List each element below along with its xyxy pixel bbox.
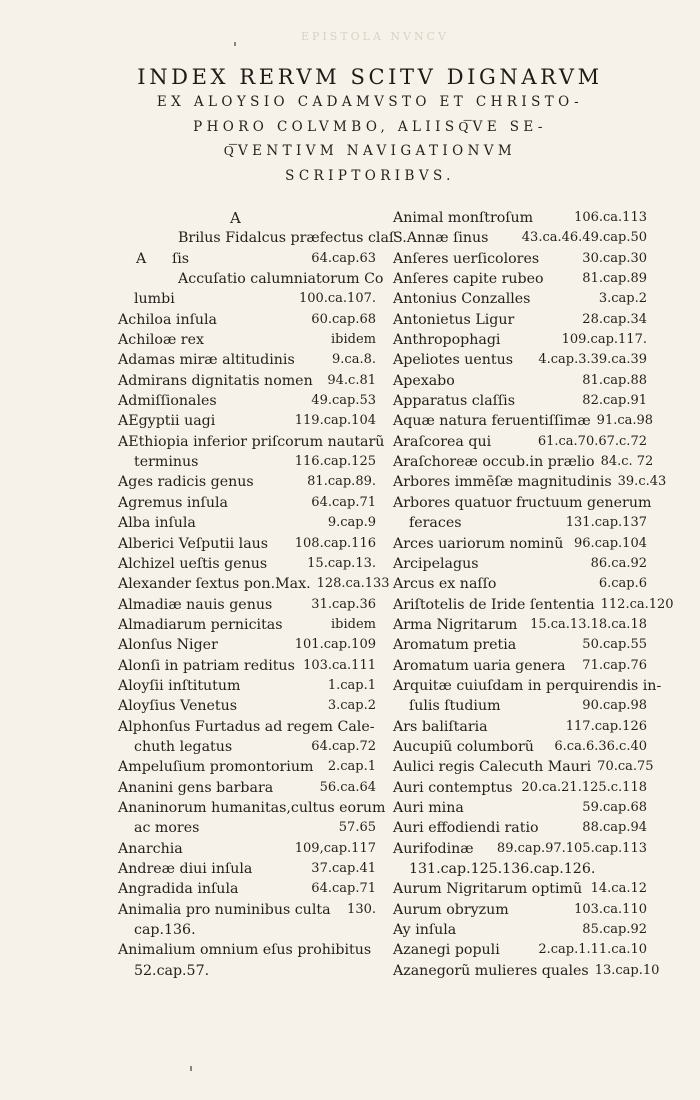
index-entry xyxy=(393,757,654,777)
index-entry-line xyxy=(118,289,376,309)
index-entry xyxy=(393,371,647,391)
entry-term: Aurum Nigritarum optimũ xyxy=(393,881,583,898)
index-entry xyxy=(118,595,376,615)
entry-term: Almadiæ nauis genus xyxy=(118,596,273,613)
entry-term: Araſchoreæ occub.in prælio xyxy=(393,454,595,471)
index-entry-line xyxy=(118,900,376,920)
entry-term: AEgyptii uagi xyxy=(118,413,216,430)
index-entry xyxy=(118,554,376,574)
index-entry xyxy=(393,289,647,309)
index-entry-line xyxy=(118,432,385,452)
initial-letter: A xyxy=(136,250,147,267)
entry-term: S.Annæ ſinus xyxy=(393,230,489,247)
entry-term: Arbores quatuor fructuum generum xyxy=(393,494,652,511)
index-entry xyxy=(393,656,647,676)
entry-term: Arma Nigritarum xyxy=(393,616,518,633)
entry-ref: 4.cap.3.39.ca.39 xyxy=(538,352,647,368)
index-entry xyxy=(118,534,376,554)
entry-term: ſis xyxy=(172,250,190,267)
index-entry xyxy=(118,574,390,594)
entry-ref: 88.cap.94 xyxy=(582,820,647,836)
entry-term: Agremus inſula xyxy=(118,494,228,511)
entry-term: Ariſtotelis de Iride ſententia xyxy=(393,596,595,613)
index-entry-line xyxy=(118,228,395,248)
entry-ref: 81.cap.89. xyxy=(307,474,376,490)
entry-ref: 9.ca.8. xyxy=(332,352,376,368)
entry-ref: 109.cap.117. xyxy=(561,332,647,348)
entry-term: Aulici regis Calecuth Mauri xyxy=(393,759,592,776)
entry-ref: 108.cap.116 xyxy=(294,535,376,551)
index-entry-line xyxy=(118,798,386,818)
entry-term: Achiloa inſula xyxy=(118,311,217,328)
entry-ref: 39.c.43 xyxy=(617,474,667,490)
entry-term: Azanegorũ mulieres quales xyxy=(393,962,589,979)
entry-ref: 61.ca.70.67.c.72 xyxy=(537,433,647,449)
index-entry xyxy=(393,534,647,554)
index-entry xyxy=(393,310,647,330)
index-entry-line xyxy=(393,676,662,696)
entry-term: terminus xyxy=(134,454,199,471)
entry-term: ac mores xyxy=(134,820,200,837)
entry-term: Ars baliſtaria xyxy=(393,718,488,735)
entry-ref: 128.ca.133 xyxy=(316,576,390,592)
index-entry xyxy=(393,717,647,737)
index-entry xyxy=(393,452,654,472)
index-entry xyxy=(118,859,376,879)
entry-term: Anarchia xyxy=(118,840,183,857)
entry-term: Ampeluſium promontorium xyxy=(118,759,314,776)
index-entry xyxy=(393,472,667,492)
index-entry xyxy=(393,879,647,899)
index-entry xyxy=(393,350,647,370)
entry-ref: ibidem xyxy=(331,616,376,632)
index-entry xyxy=(393,228,647,248)
entry-ref: 43.ca.46.49.cap.50 xyxy=(521,230,647,246)
entry-term: Admirans dignitatis nomen xyxy=(118,372,313,389)
entry-term: AEthiopia inferior priſcorum nautarũ xyxy=(118,433,385,450)
entry-term: feraces xyxy=(409,515,462,532)
entry-ref: ibidem xyxy=(331,332,376,348)
entry-term: Alonſi in patriam reditus xyxy=(118,657,295,674)
entry-ref: 109,cap.117 xyxy=(294,840,376,856)
entry-ref: 50.cap.55 xyxy=(582,637,647,653)
index-entry xyxy=(118,513,376,533)
entry-ref: 20.ca.21.125.c.118 xyxy=(521,779,647,795)
entry-ref: 103.ca.110 xyxy=(574,901,647,917)
entry-term: Ay inſula xyxy=(393,922,457,939)
right-index-column xyxy=(393,208,674,981)
entry-ref: 64.cap.71 xyxy=(311,881,376,897)
entry-term: Aloyſii inſtitutum xyxy=(118,677,241,694)
heading-line-4: Q͞VENTIVM NAVIGATIONVM xyxy=(223,143,517,159)
entry-term: Almadiarum pernicitas xyxy=(118,616,283,633)
entry-ref: 91.ca.98 xyxy=(596,413,654,429)
entry-term: Azanegi populi xyxy=(393,942,500,959)
entry-term: Ananinorum humanitas,cultus eorum xyxy=(118,799,386,816)
index-entry-line xyxy=(118,249,376,269)
entry-term: Ages radicis genus xyxy=(118,474,254,491)
index-entry xyxy=(118,391,376,411)
index-entry xyxy=(393,961,660,981)
entry-term: Aucupiũ columborũ xyxy=(393,738,534,755)
entry-ref: 52.cap.57. xyxy=(134,962,210,979)
entry-ref: 64.cap.63 xyxy=(311,250,376,266)
entry-term: Arcipelagus xyxy=(393,555,479,572)
entry-term: Auri contemptus xyxy=(393,779,513,796)
index-entry-line xyxy=(118,961,376,981)
entry-term: ſulis ſtudium xyxy=(409,698,501,715)
ink-speck xyxy=(190,1066,192,1071)
entry-ref: 2.cap.1.11.ca.10 xyxy=(538,942,647,958)
entry-ref: 84.c. 72 xyxy=(600,454,654,470)
entry-ref: 117.cap.126 xyxy=(565,718,647,734)
index-entry xyxy=(118,330,376,350)
entry-ref: 96.cap.104 xyxy=(574,535,647,551)
entry-term: Anſeres uerſicolores xyxy=(393,250,540,267)
entry-ref: 81.cap.89 xyxy=(582,271,647,287)
entry-term: Araſcorea qui xyxy=(393,433,492,450)
entry-term: Arquitæ cuiuſdam in perquirendis in- xyxy=(393,677,662,694)
entry-term: Admiſſionales xyxy=(118,393,217,410)
index-entry-line xyxy=(118,717,376,737)
entry-ref: 100.ca.107. xyxy=(298,291,376,307)
heading-line-1: INDEX RERVM SCITV DIGNARVM xyxy=(137,65,603,89)
entry-term: Anthropophagi xyxy=(393,332,501,349)
index-entry-line xyxy=(118,737,376,757)
entry-term: Arces uariorum nominũ xyxy=(393,535,564,552)
entry-ref: 85.cap.92 xyxy=(582,922,647,938)
entry-term: Achiloæ rex xyxy=(118,332,204,349)
entry-term: Accuſatio calumniatorum Co xyxy=(178,271,384,288)
entry-ref: 64.cap.71 xyxy=(311,494,376,510)
entry-ref: 49.cap.53 xyxy=(311,393,376,409)
index-entry xyxy=(118,310,376,330)
entry-term: Apparatus claſſis xyxy=(393,393,516,410)
bleed-through-text: EPISTOLA NVNCV xyxy=(301,30,449,43)
entry-ref: 59.cap.68 xyxy=(582,799,647,815)
index-entry xyxy=(393,391,647,411)
index-entry xyxy=(393,411,654,431)
entry-ref: 116.cap.125 xyxy=(294,454,376,470)
heading-line-5: SCRIPTORIBVS. xyxy=(285,167,455,184)
entry-ref: 81.cap.88 xyxy=(582,372,647,388)
entry-ref: 90.cap.98 xyxy=(582,698,647,714)
index-entry-line xyxy=(118,940,376,960)
ink-speck xyxy=(234,42,236,46)
index-entry xyxy=(393,798,647,818)
entry-term: Antonietus Ligur xyxy=(393,311,515,328)
section-letter: A xyxy=(230,209,241,227)
entry-ref: 106.ca.113 xyxy=(574,210,647,225)
entry-term: Aurifodinæ xyxy=(393,840,474,857)
entry-ref: 9.cap.9 xyxy=(327,515,376,531)
index-entry xyxy=(118,635,376,655)
entry-term: Apexabo xyxy=(393,372,455,389)
entry-ref: 60.cap.68 xyxy=(311,311,376,327)
index-entry xyxy=(118,615,376,635)
index-entry xyxy=(118,696,376,716)
index-entry xyxy=(118,472,376,492)
index-entry xyxy=(118,676,376,696)
entry-term: Aloyſius Venetus xyxy=(118,698,238,715)
entry-term: Alonſus Niger xyxy=(118,637,218,654)
entry-ref: 131.cap.125.136.cap.126. xyxy=(409,861,596,877)
heading-line-3: PHORO COLVMBO, ALIISQ͞VE SE- xyxy=(193,118,547,135)
index-entry xyxy=(118,493,376,513)
entry-ref: 15.cap.13. xyxy=(307,555,376,571)
entry-ref: cap.136. xyxy=(134,922,196,939)
index-entry xyxy=(118,757,376,777)
index-entry xyxy=(118,778,376,798)
index-entry xyxy=(393,269,647,289)
index-entry xyxy=(393,818,647,838)
index-entry xyxy=(393,737,647,757)
entry-term: Brilus Fidalcus præfectus claſ xyxy=(178,230,395,247)
entry-term: Alberici Veſputii laus xyxy=(118,535,269,552)
entry-term: Aurum obryzum xyxy=(393,901,509,918)
index-entry xyxy=(393,330,647,350)
entry-term: Aromatum pretia xyxy=(393,637,517,654)
index-entry xyxy=(118,411,376,431)
entry-ref: 119.cap.104 xyxy=(294,413,376,429)
index-entry-line xyxy=(393,696,647,716)
entry-term: Alba inſula xyxy=(118,515,196,532)
index-entry xyxy=(393,900,647,920)
entry-term: Animal monſtroſum xyxy=(393,210,534,226)
index-entry xyxy=(393,615,647,635)
entry-ref: 28.cap.34 xyxy=(582,311,647,327)
entry-ref: 101.cap.109 xyxy=(294,637,376,653)
entry-term: Alchizel ueſtis genus xyxy=(118,555,268,572)
entry-ref: 112.ca.120 xyxy=(600,596,674,612)
entry-term: chuth legatus xyxy=(134,738,233,755)
index-entry-line xyxy=(118,452,376,472)
index-entry xyxy=(393,595,674,615)
entry-term: lumbi xyxy=(134,291,175,308)
entry-ref: 13.cap.10 xyxy=(594,962,660,978)
entry-ref: 130. xyxy=(347,901,376,917)
entry-ref: 94.c.81 xyxy=(327,372,376,388)
entry-ref: 1.cap.1 xyxy=(327,677,376,693)
entry-term: Alphonſus Furtadus ad regem Cale- xyxy=(118,718,375,735)
entry-ref: 31.cap.36 xyxy=(311,596,376,612)
entry-term: Antonius Conzalles xyxy=(393,291,531,308)
entry-ref: 56.ca.64 xyxy=(319,779,376,795)
entry-ref: 131.cap.137 xyxy=(565,515,647,531)
heading-line-2: EX ALOYSIO CADAMVSTO ET CHRISTO- xyxy=(156,94,584,110)
index-entry xyxy=(118,879,376,899)
entry-term: Anſeres capite rubeo xyxy=(393,271,544,288)
entry-ref: 86.ca.92 xyxy=(590,555,647,571)
entry-term: Arcus ex naſſo xyxy=(393,576,497,593)
entry-term: Aquæ natura feruentiſſimæ xyxy=(393,413,591,430)
index-entry-line xyxy=(118,920,376,940)
index-entry xyxy=(393,839,647,859)
entry-ref: 30.cap.30 xyxy=(582,250,647,266)
entry-ref: 3.cap.2 xyxy=(327,698,376,714)
index-entry xyxy=(118,371,376,391)
entry-ref: 64.cap.72 xyxy=(311,738,376,754)
entry-ref: 57.65 xyxy=(338,820,376,836)
entry-ref: 3.cap.2 xyxy=(598,291,647,307)
entry-ref: 82.cap.91 xyxy=(582,393,647,409)
entry-term: Apeliotes uentus xyxy=(393,352,514,369)
left-index-column xyxy=(118,208,395,981)
index-entry xyxy=(393,635,647,655)
entry-term: Arbores immēſæ magnitudinis xyxy=(393,474,612,491)
index-entry xyxy=(118,350,376,370)
entry-term: Auri effodiendi ratio xyxy=(393,820,539,837)
index-heading xyxy=(110,64,630,188)
entry-ref: 37.cap.41 xyxy=(311,861,376,876)
entry-ref: 6.cap.6 xyxy=(598,576,647,592)
index-entry-line xyxy=(393,513,647,533)
index-entry xyxy=(393,778,647,798)
index-entry xyxy=(393,208,647,228)
index-entry xyxy=(393,574,647,594)
entry-ref: 89.cap.97.105.cap.113 xyxy=(496,840,647,856)
index-entry xyxy=(393,554,647,574)
index-entry-line xyxy=(393,493,652,513)
entry-ref: 70.ca.75 xyxy=(597,759,654,775)
entry-ref: 15.ca.13.18.ca.18 xyxy=(530,616,647,632)
entry-term: Angradida inſula xyxy=(118,881,239,898)
entry-ref: 14.ca.12 xyxy=(590,881,647,897)
index-entry xyxy=(393,920,647,940)
index-entry-line xyxy=(118,269,384,289)
entry-ref: 6.ca.6.36.c.40 xyxy=(554,738,647,754)
entry-term: Auri mina xyxy=(393,799,464,816)
entry-ref: 103.ca.111 xyxy=(303,657,376,673)
index-entry xyxy=(393,940,647,960)
index-entry xyxy=(118,656,376,676)
index-entry-line xyxy=(393,859,647,879)
entry-term: Andreæ diui inſula xyxy=(118,861,253,877)
entry-term: Animalia pro numinibus culta xyxy=(118,901,331,918)
index-entry xyxy=(393,432,647,452)
entry-term: Adamas miræ altitudinis xyxy=(118,352,295,369)
entry-term: Aromatum uaria genera xyxy=(393,657,566,674)
entry-ref: 2.cap.1 xyxy=(327,759,376,775)
index-entry-line xyxy=(118,818,376,838)
entry-ref: 71.cap.76 xyxy=(582,657,647,673)
index-entry xyxy=(118,839,376,859)
index-entry xyxy=(393,249,647,269)
entry-term: Ananini gens barbara xyxy=(118,779,274,796)
entry-term: Alexander ſextus pon.Max. xyxy=(118,576,311,593)
entry-term: Animalium omnium eſus prohibitus xyxy=(118,942,372,959)
